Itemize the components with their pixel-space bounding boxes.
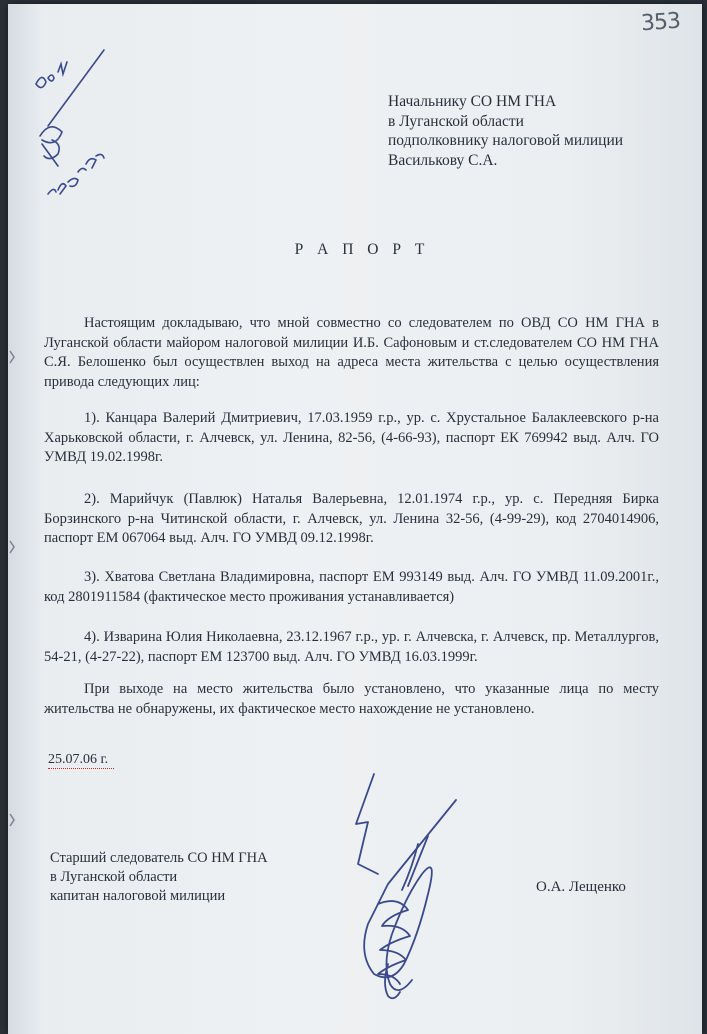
addressee-block <box>388 92 623 170</box>
document-title: Р А П О Р Т <box>294 241 430 258</box>
addressee-line: в Луганской области <box>388 112 524 130</box>
addressee-line: подполковнику налоговой милиции <box>388 132 624 149</box>
binding-hole-mark <box>8 349 16 365</box>
person-entry-2 <box>44 490 659 549</box>
person-text: 3). Хватова Светлана Владимировна, паспорт ЕМ 993149 выд. Алч. ГО УМВД 11.09.2001г., код 2801911584 (фактическое место проживания устанавливается) <box>44 569 659 605</box>
signer-position-line: капитан налоговой милиции <box>50 888 226 904</box>
intro-text: Настоящим докладываю, что мной совместно со следователем по ОВД СО НМ ГНА в Луганской области майором налоговой милиции И.Б. Сафоновым и ст.следователем СО НМ ГНА С.Я. Белошенко был осуществлен выход на адреса места жительства с целью осуществления привода следующих лиц: <box>44 315 659 390</box>
binding-hole-mark <box>8 539 16 555</box>
signer-position-line: в Луганской области <box>50 869 178 885</box>
page-number: 353 <box>640 8 681 37</box>
signer-name: О.А. Лещенко <box>536 879 626 895</box>
signer-position-line: Старший следователь СО НМ ГНА <box>50 850 268 866</box>
person-text: 1). Канцара Валерий Дмитриевич, 17.03.1959 г.р., ур. с. Хрустальное Балаклеевского р-на Харьковской области, г. Алчевск, ул. Ленина, 82-56, (4-66-93), паспорт ЕК 769942 выд. Алч. ГО УМВД 19.02.1998г. <box>44 410 659 465</box>
person-entry-1 <box>44 409 659 468</box>
conclusion-text: При выходе на место жительства было установлено, что указанные лица по месту жительства не обнаружены, их фактическое место нахождение не установлено. <box>44 681 659 717</box>
person-entry-3 <box>44 568 659 607</box>
conclusion-paragraph <box>44 680 659 719</box>
report-date: 25.07.06 г. <box>48 752 114 769</box>
person-entry-4 <box>44 628 659 667</box>
addressee-line: Василькову С.А. <box>388 151 498 169</box>
person-text: 2). Марийчук (Павлюк) Наталья Валерьевна, 12.01.1974 г.р., ур. с. Передняя Бирка Борзинского р-на Читинской области, г. Алчевск, ул. Ленина 32-56, (4-99-29), код 2704014906, паспорт ЕМ 067064 выд. Алч. ГО УМВД 09.12.1998г. <box>44 491 659 546</box>
person-text: 4). Изварина Юлия Николаевна, 23.12.1967 г.р., ур. г. Алчевска, г. Алчевск, пр. Металлургов, 54-21, (4-27-22), паспорт ЕМ 123700 выд. Алч. ГО УМВД 16.03.1999г. <box>44 629 659 665</box>
binding-hole-mark <box>8 812 16 828</box>
handwritten-signature <box>328 764 478 1014</box>
addressee-line: Начальнику СО НМ ГНА <box>388 93 557 110</box>
intro-paragraph <box>44 314 659 392</box>
signer-position <box>50 849 268 906</box>
handwritten-resolution-note <box>18 44 118 204</box>
document-page <box>8 4 702 1034</box>
